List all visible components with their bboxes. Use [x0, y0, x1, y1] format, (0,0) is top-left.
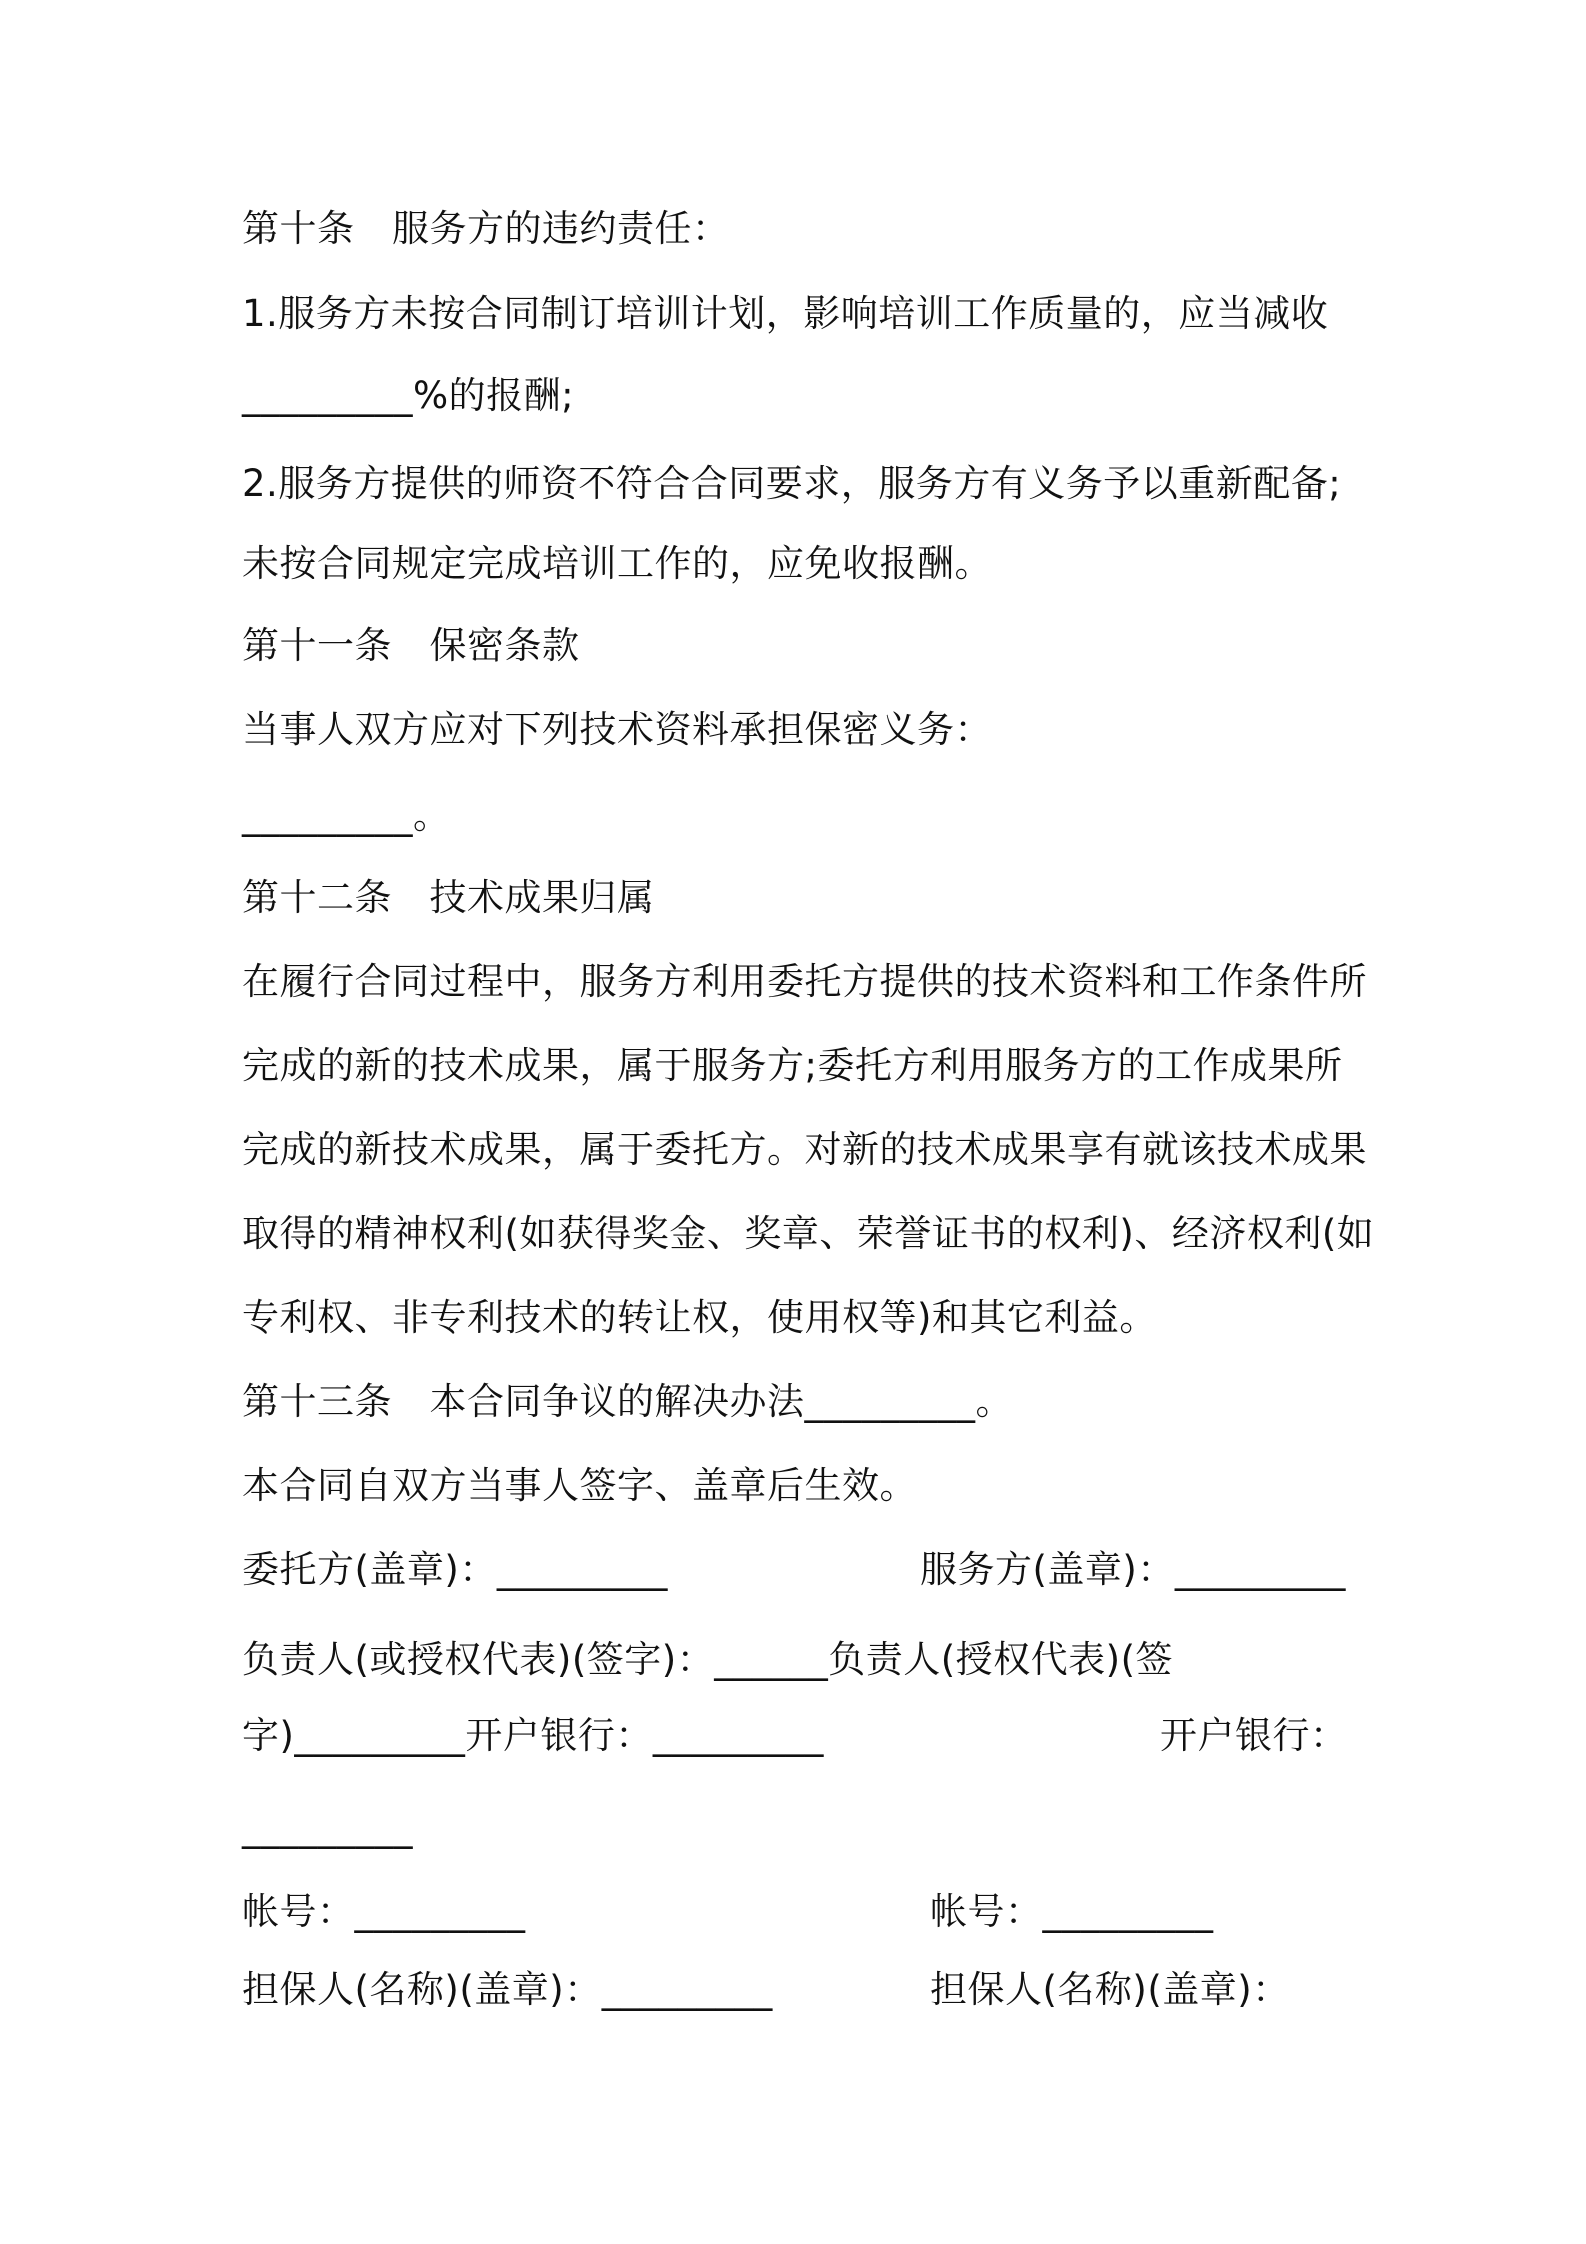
provider-bank-blank: _________	[242, 1806, 413, 1849]
provider-seal-field: 服务方(盖章)：_________	[920, 1548, 1346, 1591]
article-12-text-3: 完成的新技术成果，属于委托方。对新的技术成果享有就该技术成果	[242, 1128, 1367, 1171]
article-12-text-4: 取得的精神权利(如获得奖金、奖章、荣誉证书的权利)、经济权利(如	[242, 1212, 1375, 1255]
article-10-heading: 第十条 服务方的违约责任：	[242, 207, 730, 250]
provider-guarantor-field: 担保人(名称)(盖章)：	[930, 1968, 1290, 2011]
article-12-heading: 第十二条 技术成果归属	[242, 876, 655, 919]
responsible-signature-line-2: 字)_________开户银行：_________	[242, 1714, 824, 1757]
article-11-heading: 第十一条 保密条款	[242, 624, 580, 667]
article-11-text: 当事人双方应对下列技术资料承担保密义务：	[242, 708, 992, 751]
responsible-signature-line-1: 负责人(或授权代表)(签字)：______负责人(授权代表)(签	[242, 1638, 1174, 1681]
provider-bank-label: 开户银行：	[1160, 1714, 1348, 1757]
article-10-clause-2-cont: 未按合同规定完成培训工作的，应免收报酬。	[242, 542, 992, 585]
article-11-blank: _________。	[242, 794, 451, 837]
article-10-clause-1-cont: _________%的报酬;	[242, 374, 575, 417]
client-seal-field: 委托方(盖章)：_________	[242, 1548, 668, 1591]
client-guarantor-field: 担保人(名称)(盖章)：_________	[242, 1968, 773, 2011]
client-account-field: 帐号：_________	[242, 1890, 526, 1933]
provider-account-field: 帐号：_________	[930, 1890, 1214, 1933]
article-10-clause-1: 1.服务方未按合同制订培训计划，影响培训工作质量的，应当减收	[242, 292, 1329, 335]
article-12-text-1: 在履行合同过程中，服务方利用委托方提供的技术资料和工作条件所	[242, 960, 1367, 1003]
effective-clause: 本合同自双方当事人签字、盖章后生效。	[242, 1464, 917, 1507]
article-13-heading: 第十三条 本合同争议的解决办法_________。	[242, 1380, 1013, 1423]
article-12-text-5: 专利权、非专利技术的转让权，使用权等)和其它利益。	[242, 1296, 1157, 1339]
article-12-text-2: 完成的新的技术成果，属于服务方;委托方利用服务方的工作成果所	[242, 1044, 1343, 1087]
article-10-clause-2: 2.服务方提供的师资不符合合同要求，服务方有义务予以重新配备;	[242, 462, 1342, 505]
